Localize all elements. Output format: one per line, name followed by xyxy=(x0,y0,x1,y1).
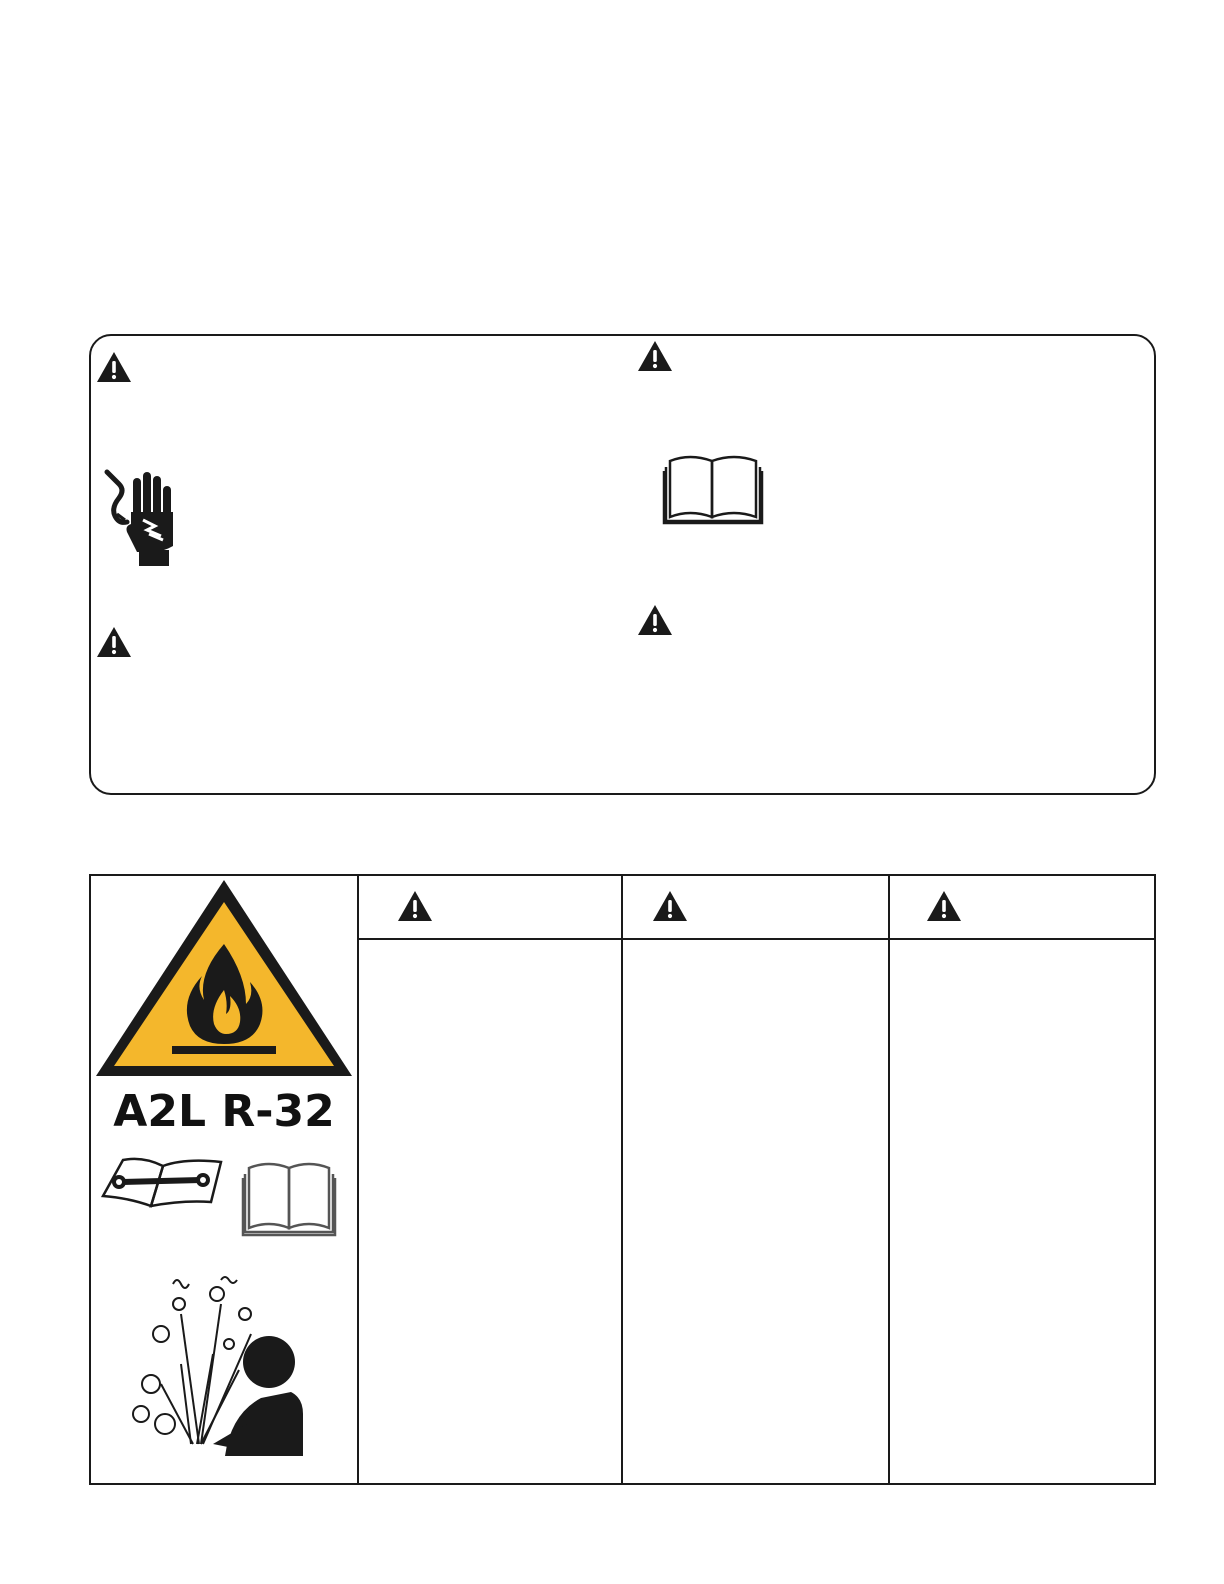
refrigerant-label: A2L R-32 xyxy=(113,1086,335,1137)
warning-triangle-icon xyxy=(637,604,673,636)
warning-triangle-icon xyxy=(397,890,433,922)
header-row-divider xyxy=(357,938,1154,940)
safety-warning-box xyxy=(89,334,1156,795)
refrigerant-warning-table xyxy=(89,874,1156,1485)
column-divider xyxy=(357,876,359,1483)
open-book-icon xyxy=(241,1158,337,1238)
column-divider xyxy=(621,876,623,1483)
warning-triangle-icon xyxy=(926,890,962,922)
service-manual-wrench-icon xyxy=(99,1152,229,1214)
warning-triangle-icon xyxy=(637,340,673,372)
column-divider xyxy=(888,876,890,1483)
warning-triangle-icon xyxy=(652,890,688,922)
pressure-explosion-icon xyxy=(121,1274,311,1456)
warning-triangle-icon xyxy=(96,626,132,658)
open-book-icon xyxy=(662,451,764,525)
symbol-column xyxy=(91,876,357,1483)
electrical-shock-hand-icon xyxy=(103,468,179,568)
flammable-flame-icon xyxy=(94,878,354,1078)
warning-triangle-icon xyxy=(96,351,132,383)
